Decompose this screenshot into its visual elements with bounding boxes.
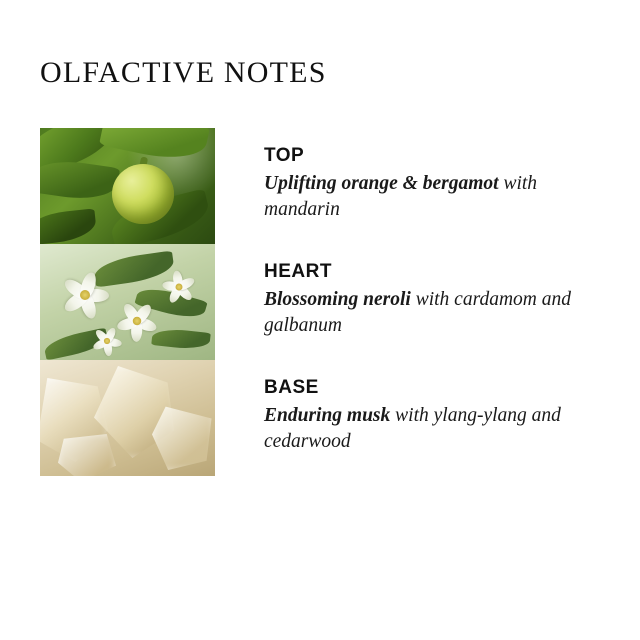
blossom-shape-icon	[90, 324, 123, 357]
note-label: BASE	[264, 377, 319, 398]
note-accent-text: Enduring musk	[264, 404, 391, 426]
note-text-block	[215, 244, 600, 360]
note-row	[40, 360, 600, 476]
blossom-shape-icon	[160, 268, 198, 306]
note-text-block	[215, 128, 600, 244]
crystal-shape-icon	[58, 434, 116, 476]
note-row	[40, 244, 600, 360]
leaf-shape-icon	[151, 327, 211, 351]
citrus-fruit-on-branch-photo	[40, 128, 215, 244]
leaf-shape-icon	[40, 208, 97, 244]
note-description	[264, 171, 594, 223]
note-label: HEART	[264, 261, 332, 282]
page-title: OLFACTIVE NOTES	[40, 56, 327, 90]
note-label: TOP	[264, 145, 305, 166]
amber-crystal-resin-photo	[40, 360, 215, 476]
note-rest-text: with cardamom and galbanum	[264, 288, 571, 336]
leaf-shape-icon	[99, 128, 210, 166]
note-accent-text: Blossoming neroli	[264, 288, 411, 310]
citrus-fruit-shape-icon	[112, 164, 174, 224]
blossom-shape-icon	[58, 268, 112, 322]
notes-list	[40, 128, 600, 476]
note-text-block	[215, 360, 600, 476]
white-citrus-blossom-photo	[40, 244, 215, 360]
note-rest-text: with mandarin	[264, 172, 538, 220]
note-description	[264, 287, 594, 339]
note-accent-text: Uplifting orange & bergamot	[264, 172, 499, 194]
note-description	[264, 403, 594, 455]
leaf-shape-icon	[40, 156, 120, 204]
note-row	[40, 128, 600, 244]
note-rest-text: with ylang-ylang and cedarwood	[264, 404, 561, 452]
